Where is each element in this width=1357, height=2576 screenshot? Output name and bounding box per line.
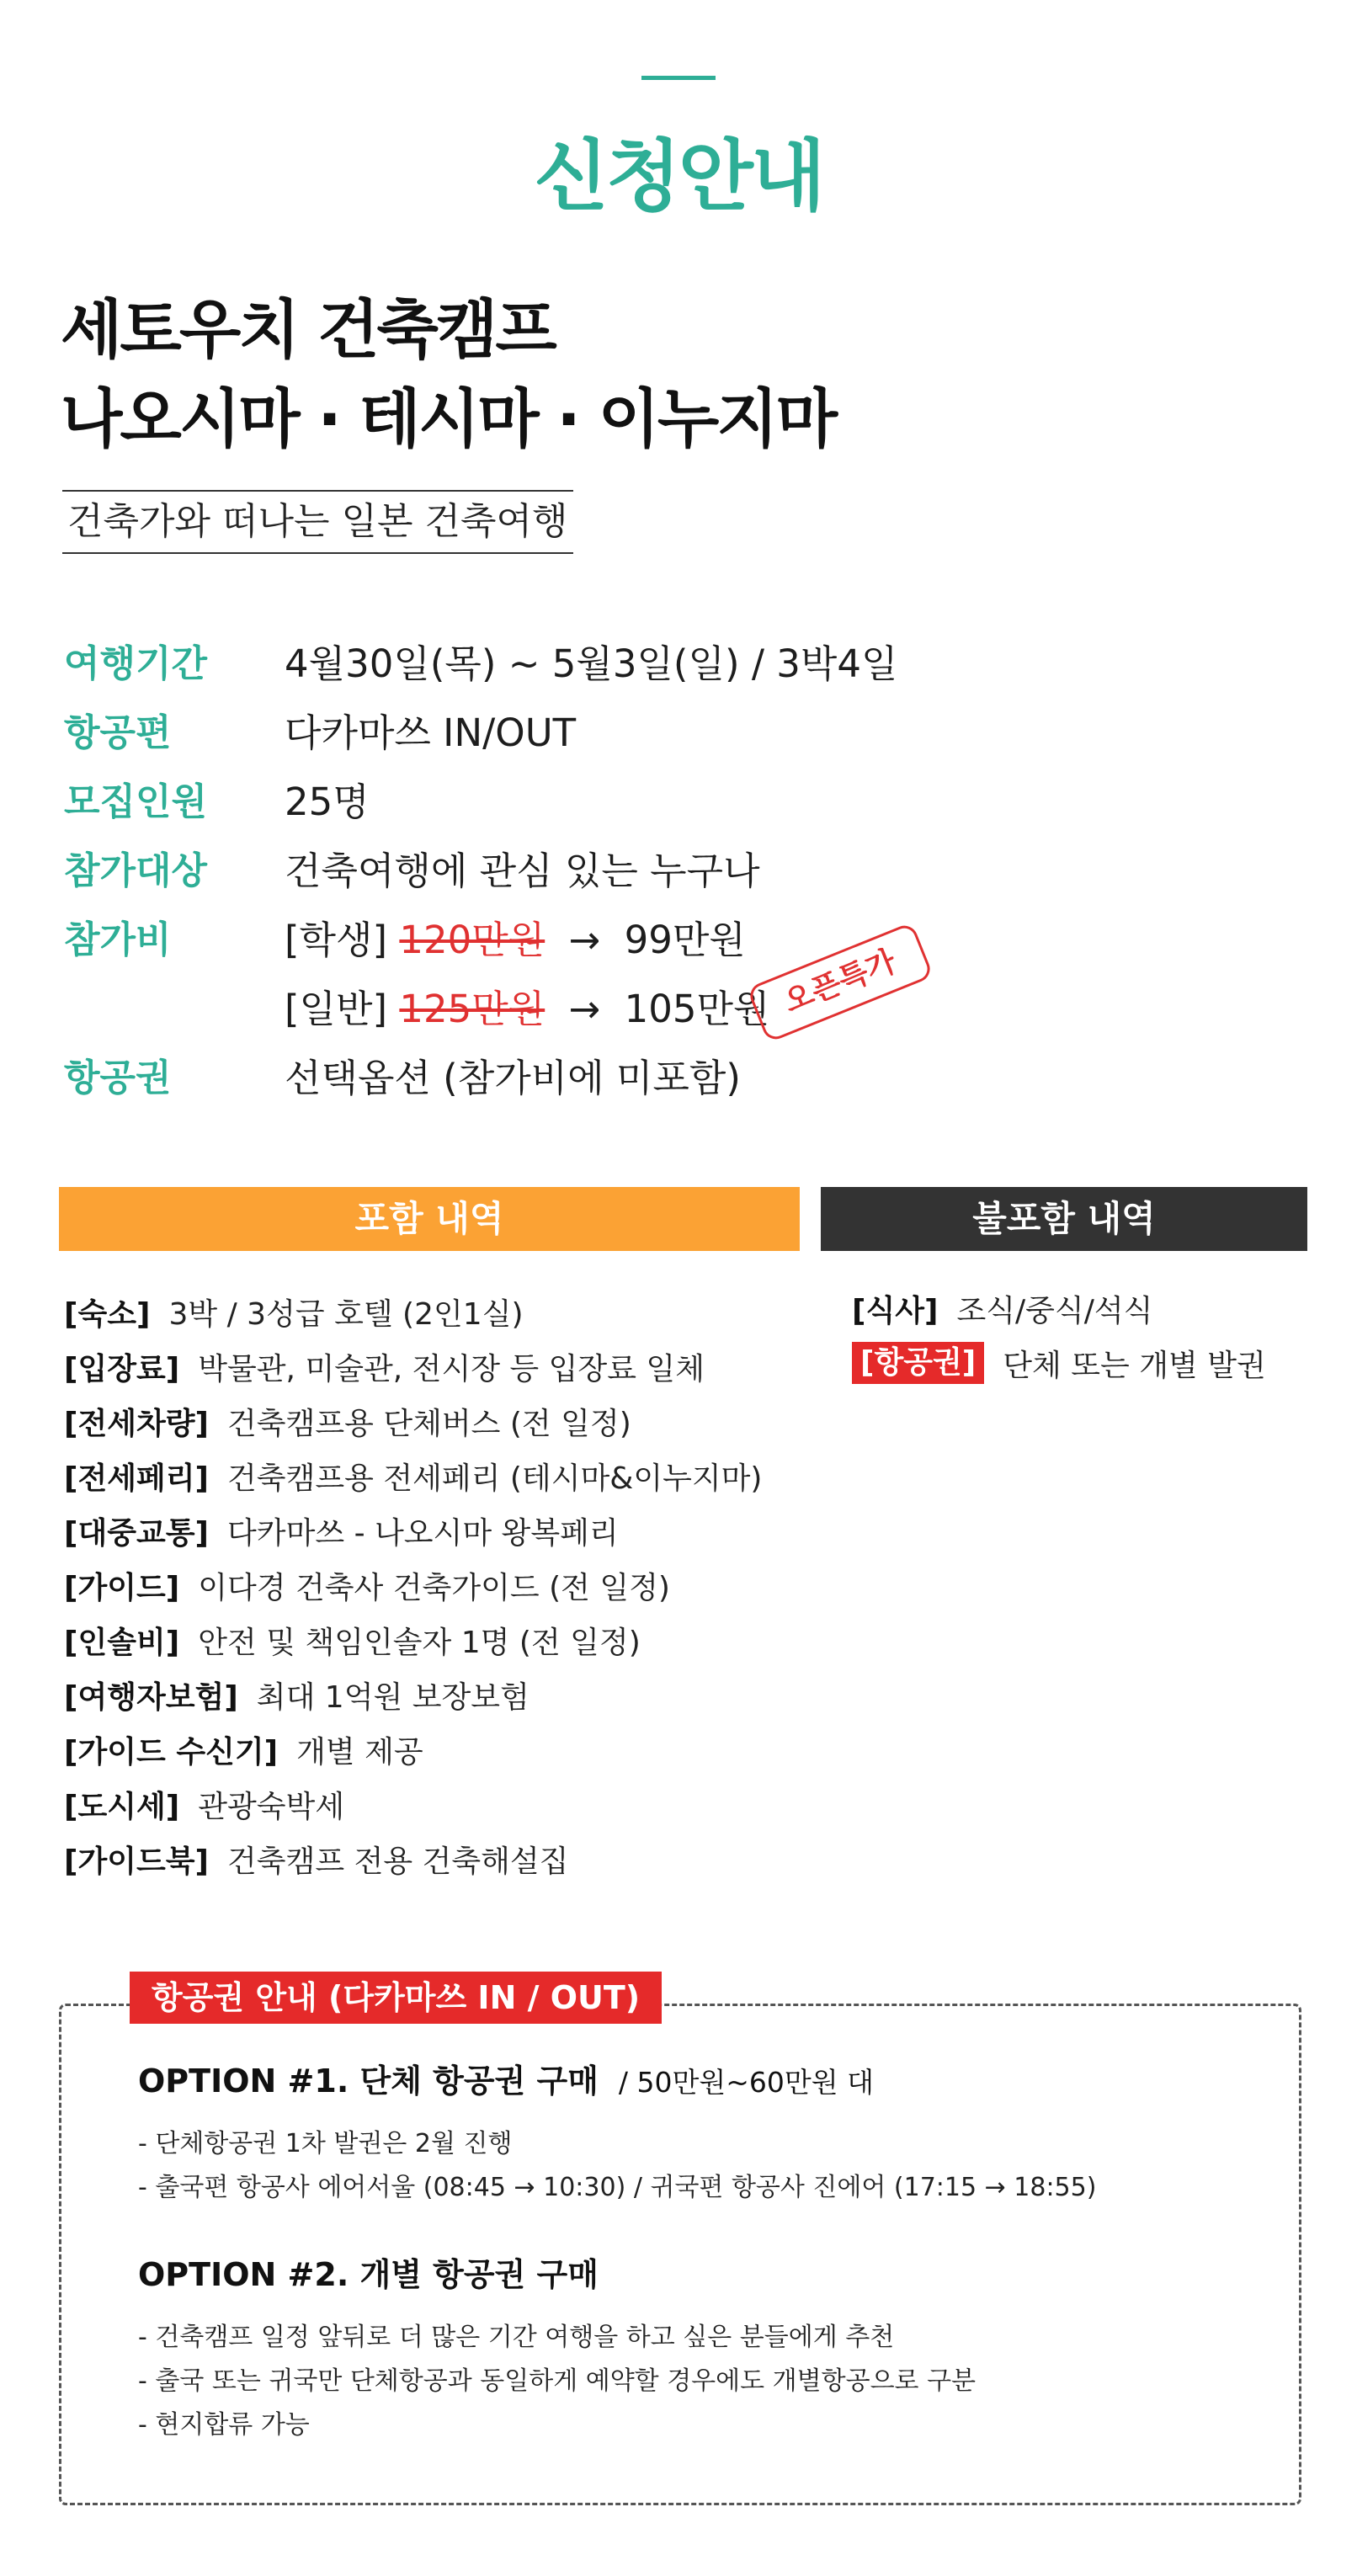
option2-title: OPTION #2. 개별 항공권 구매 xyxy=(138,2256,599,2293)
included-item xyxy=(64,1668,529,1722)
fee-student xyxy=(285,909,746,964)
included-item xyxy=(64,1558,670,1612)
info-value: 4월30일(목) ~ 5월3일(일) / 3박4일 xyxy=(285,641,898,686)
included-item xyxy=(64,1339,705,1393)
included-item xyxy=(64,1394,631,1448)
excluded-item xyxy=(852,1336,1266,1390)
included-value: 건축캠프용 전세페리 (테시마&이누지마) xyxy=(227,1461,763,1496)
included-value: 건축캠프용 단체버스 (전 일정) xyxy=(227,1406,631,1441)
excluded-header: 불포함 내역 xyxy=(821,1187,1307,1251)
included-key: [가이드북] xyxy=(64,1844,210,1879)
included-header: 포함 내역 xyxy=(59,1187,800,1251)
title-line-1: 세토우치 건축캠프 xyxy=(61,292,555,367)
fee-prefix: [학생] xyxy=(285,917,388,962)
included-item xyxy=(64,1285,524,1339)
included-key: [입장료] xyxy=(64,1351,180,1386)
included-value: 최대 1억원 보장보험 xyxy=(256,1679,529,1715)
included-item xyxy=(64,1449,762,1503)
included-value: 3박 / 3성급 호텔 (2인1실) xyxy=(168,1296,524,1332)
included-key: [인솔비] xyxy=(64,1625,180,1660)
included-item xyxy=(64,1777,344,1831)
info-row-capacity xyxy=(64,764,1074,832)
arrow: → xyxy=(568,917,601,962)
option2-line: - 출국 또는 귀국만 단체항공과 동일하게 예약할 경우에도 개별항공으로 구분 xyxy=(138,2366,977,2396)
excluded-value: 단체 또는 개별 발권 xyxy=(1003,1348,1266,1383)
section-heading: 신청안내 xyxy=(534,131,823,221)
included-item xyxy=(64,1722,423,1776)
included-key: [전세차량] xyxy=(64,1406,210,1441)
option1-title-text: OPTION #1. 단체 항공권 구매 xyxy=(138,2062,599,2100)
included-value: 이다경 건축사 건축가이드 (전 일정) xyxy=(198,1570,670,1605)
excluded-item xyxy=(852,1281,1152,1335)
info-value: 25명 xyxy=(285,779,370,824)
info-label: 참가대상 xyxy=(64,849,208,892)
included-key: [가이드 수신기] xyxy=(64,1734,279,1770)
option1-title xyxy=(138,2057,874,2106)
included-item xyxy=(64,1613,641,1667)
option2-line: - 현지합류 가능 xyxy=(138,2410,310,2440)
option1-price: / 50만원~60만원 대 xyxy=(618,2066,875,2099)
included-key: [여행자보험] xyxy=(64,1679,238,1715)
info-label: 항공권 xyxy=(64,1056,172,1099)
info-label: 참가비 xyxy=(64,918,172,961)
included-item xyxy=(64,1504,619,1557)
included-key: [숙소] xyxy=(64,1296,151,1332)
info-value: 다카마쓰 IN/OUT xyxy=(285,710,577,755)
title-line-2: 나오시마 · 테시마 · 이누지마 xyxy=(61,381,836,456)
subtitle: 건축가와 떠나는 일본 건축여행 xyxy=(62,490,573,554)
info-row-fee-general xyxy=(64,971,1074,1039)
info-label: 모집인원 xyxy=(64,780,208,823)
fee-old-price: 125만원 xyxy=(399,986,545,1031)
arrow: → xyxy=(568,986,601,1031)
included-item xyxy=(64,1832,568,1886)
excluded-key-highlight: [항공권] xyxy=(852,1342,984,1384)
info-row-ticket xyxy=(64,1041,1074,1108)
info-value: 건축여행에 관심 있는 누구나 xyxy=(285,848,760,893)
included-value: 건축캠프 전용 건축해설집 xyxy=(227,1844,569,1879)
info-row-period xyxy=(64,626,1074,694)
excluded-key: [식사] xyxy=(852,1293,939,1328)
info-row-flight xyxy=(64,695,1074,763)
option2-line: - 건축캠프 일정 앞뒤로 더 많은 기간 여행을 하고 싶은 분들에게 추천 xyxy=(138,2323,895,2352)
included-value: 다카마쓰 - 나오시마 왕복페리 xyxy=(227,1515,619,1551)
fee-general xyxy=(285,978,769,1033)
fee-new-price: 105만원 xyxy=(624,986,770,1031)
included-value: 관광숙박세 xyxy=(198,1789,345,1824)
included-key: [가이드] xyxy=(64,1570,180,1605)
fee-prefix: [일반] xyxy=(285,986,388,1031)
fee-new-price: 99만원 xyxy=(624,917,746,962)
heading-accent-bar xyxy=(641,76,716,80)
info-value: 선택옵션 (참가비에 미포함) xyxy=(285,1055,741,1100)
info-label: 여행기간 xyxy=(64,642,208,685)
included-key: [전세페리] xyxy=(64,1461,210,1496)
fee-old-price: 120만원 xyxy=(399,917,545,962)
included-value: 개별 제공 xyxy=(296,1734,423,1770)
excluded-value: 조식/중식/석식 xyxy=(956,1293,1153,1328)
info-row-target xyxy=(64,833,1074,901)
included-key: [대중교통] xyxy=(64,1515,210,1551)
included-value: 안전 및 책임인솔자 1명 (전 일정) xyxy=(198,1625,641,1660)
option1-line: - 출국편 항공사 에어서울 (08:45 → 10:30) / 귀국편 항공사 진에어 (17:15 → 18:55) xyxy=(138,2173,1097,2202)
included-key: [도시세] xyxy=(64,1789,180,1824)
open-special-stamp: 오픈특가 xyxy=(747,922,934,1043)
flight-info-label: 항공권 안내 (다카마쓰 IN / OUT) xyxy=(130,1972,662,2024)
included-value: 박물관, 미술관, 전시장 등 입장료 일체 xyxy=(198,1351,705,1386)
option1-line: - 단체항공권 1차 발권은 2월 진행 xyxy=(138,2129,513,2158)
info-label: 항공편 xyxy=(64,711,172,754)
